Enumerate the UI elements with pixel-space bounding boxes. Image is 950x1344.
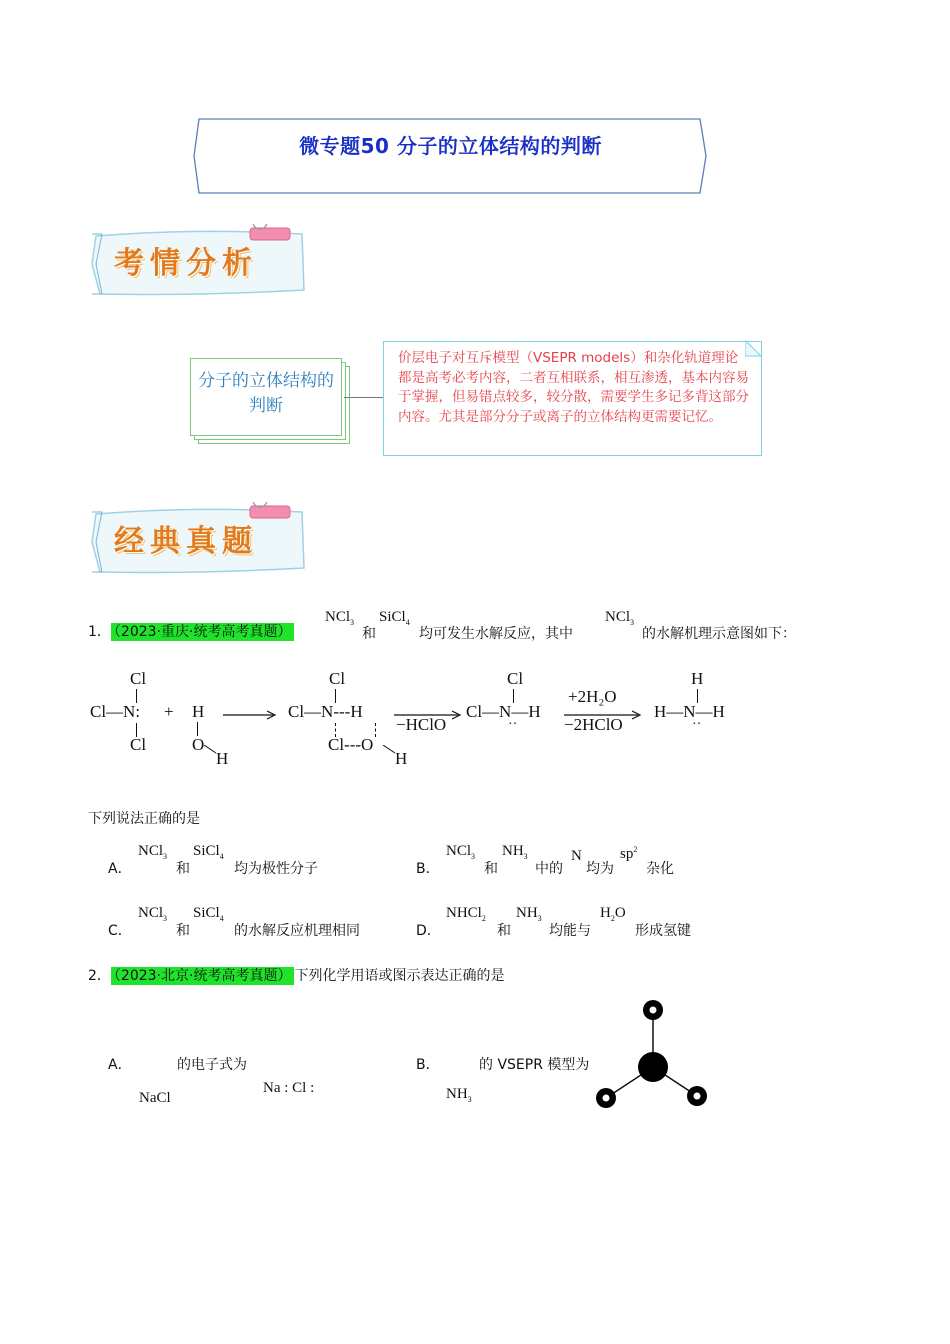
lone-pair: ·· <box>508 717 518 732</box>
option-label: B． <box>416 1057 440 1073</box>
atom-label: O <box>192 735 205 754</box>
formula: $NH_3$ <box>446 1086 472 1104</box>
question-1-prompt: 下列说法正确的是 <box>88 811 200 827</box>
formula: NHCl$_2$ <box>446 905 486 923</box>
question-1-text: 均可发生水解反应，其中 <box>419 626 573 642</box>
section-title-classic: 经典真题 <box>114 524 258 559</box>
atom-label: Cl <box>130 669 147 688</box>
option-c[interactable] <box>108 905 408 941</box>
formula: $sp^2$ <box>620 845 638 862</box>
plus-sign: + <box>164 702 174 721</box>
bond-line <box>383 745 397 755</box>
bond-line <box>136 689 137 703</box>
bond-line <box>697 689 698 703</box>
option-label: C． <box>108 923 132 939</box>
atom-label: H <box>216 749 229 768</box>
option-text: 杂化 <box>646 861 674 877</box>
q2-option-a[interactable] <box>108 1050 368 1110</box>
formula-ncl3: NCl$_3$ <box>605 609 635 627</box>
atom-group: Cl—N—H <box>466 702 541 721</box>
question-number: 2． <box>88 968 111 984</box>
atom-label: H <box>691 669 704 688</box>
atom-label: Cl <box>507 669 524 688</box>
formula: $NH_3$ <box>502 843 528 861</box>
formula: N <box>571 848 582 864</box>
bond-line <box>335 689 336 703</box>
question-source-tag: （2023·北京·统考高考真题） <box>111 967 295 985</box>
option-label: A． <box>108 1057 132 1073</box>
vsepr-model-figure <box>590 995 715 1113</box>
formula-ncl3: NCl$_3$ <box>325 609 355 627</box>
option-label: A． <box>108 861 132 877</box>
page-title: 微专题50 分子的立体结构的判断 <box>299 134 602 158</box>
electron-formula: Na : Cl : <box>263 1080 315 1096</box>
formula: NCl$_3$ <box>138 905 168 923</box>
connector-line <box>344 397 384 398</box>
hydrolysis-mechanism <box>88 665 788 775</box>
topic-box <box>190 358 342 436</box>
analysis-description: 价层电子对互斥模型（VSEPR models）和杂化轨道理论都是高考必考内容，二者互相联系，相互渗透，基本内容易于掌握，但易错点较多，较分散，需要学生多记多背这部分内容。尤其是部分分子或离子的立体结构更需要记忆。 <box>398 350 749 425</box>
section-title-analysis: 考情分析 <box>114 246 258 281</box>
atom-group: Cl—N---H <box>288 702 363 721</box>
formula: $NH_3$ <box>516 905 542 923</box>
formula: NCl$_3$ <box>138 843 168 861</box>
option-a[interactable] <box>108 843 408 879</box>
bond-line <box>197 722 198 736</box>
question-1-text: 的水解机理示意图如下： <box>642 626 796 642</box>
atom-label: H <box>192 702 205 721</box>
option-text: 中的 <box>535 861 563 877</box>
conjunction: 和 <box>362 626 376 642</box>
question-number: 1． <box>88 624 111 640</box>
formula: NaCl <box>139 1090 171 1106</box>
question-1-stem <box>88 622 294 642</box>
conjunction: 和 <box>176 861 190 877</box>
section-banner-classic <box>88 502 304 574</box>
option-text: 均能与 <box>549 923 591 939</box>
option-text: 的电子式为 <box>177 1057 247 1073</box>
atom-label: Cl <box>329 669 346 688</box>
formula: NCl$_3$ <box>446 843 476 861</box>
bond-line <box>204 745 218 755</box>
title-banner <box>193 117 708 195</box>
arrow-condition: +2H₂O <box>568 687 617 706</box>
lone-pair: ·· <box>692 717 702 732</box>
question-2-stem <box>88 966 504 986</box>
bond-line <box>513 689 514 703</box>
option-text: 的 VSEPR 模型为 <box>479 1057 590 1073</box>
atom-group: H—N—H <box>654 702 725 721</box>
option-b[interactable] <box>416 843 736 879</box>
atom-label: Cl <box>130 735 147 754</box>
conjunction: 和 <box>484 861 498 877</box>
option-label: B． <box>416 861 440 877</box>
conjunction: 和 <box>176 923 190 939</box>
option-d[interactable] <box>416 905 736 941</box>
atom-group: Cl---O <box>328 735 374 754</box>
section-banner-analysis <box>88 224 304 296</box>
formula: SiCl$_4$ <box>193 905 224 923</box>
option-text: 均为极性分子 <box>234 861 318 877</box>
analysis-description-box <box>383 341 762 456</box>
option-label: D． <box>416 923 441 939</box>
atom-group: Cl—N: <box>90 702 141 721</box>
formula: SiCl$_4$ <box>193 843 224 861</box>
conjunction: 和 <box>497 923 511 939</box>
arrow-condition: −HClO <box>396 715 447 734</box>
question-2-text: 下列化学用语或图示表达正确的是 <box>294 968 505 984</box>
arrow-condition: −2HClO <box>564 715 623 734</box>
dashed-bond <box>375 723 376 737</box>
option-text: 形成氢键 <box>635 923 691 939</box>
reaction-arrow <box>223 709 279 721</box>
formula: $H_2O$ <box>600 905 626 923</box>
formula-sicl4: SiCl$_4$ <box>379 609 410 627</box>
question-source-tag: （2023·重庆·统考高考真题） <box>111 623 295 641</box>
option-text: 的水解反应机理相同 <box>234 923 360 939</box>
atom-label: H <box>395 749 408 768</box>
topic-text: 分子的立体结构的判断 <box>198 371 334 416</box>
option-text: 均为 <box>586 861 614 877</box>
